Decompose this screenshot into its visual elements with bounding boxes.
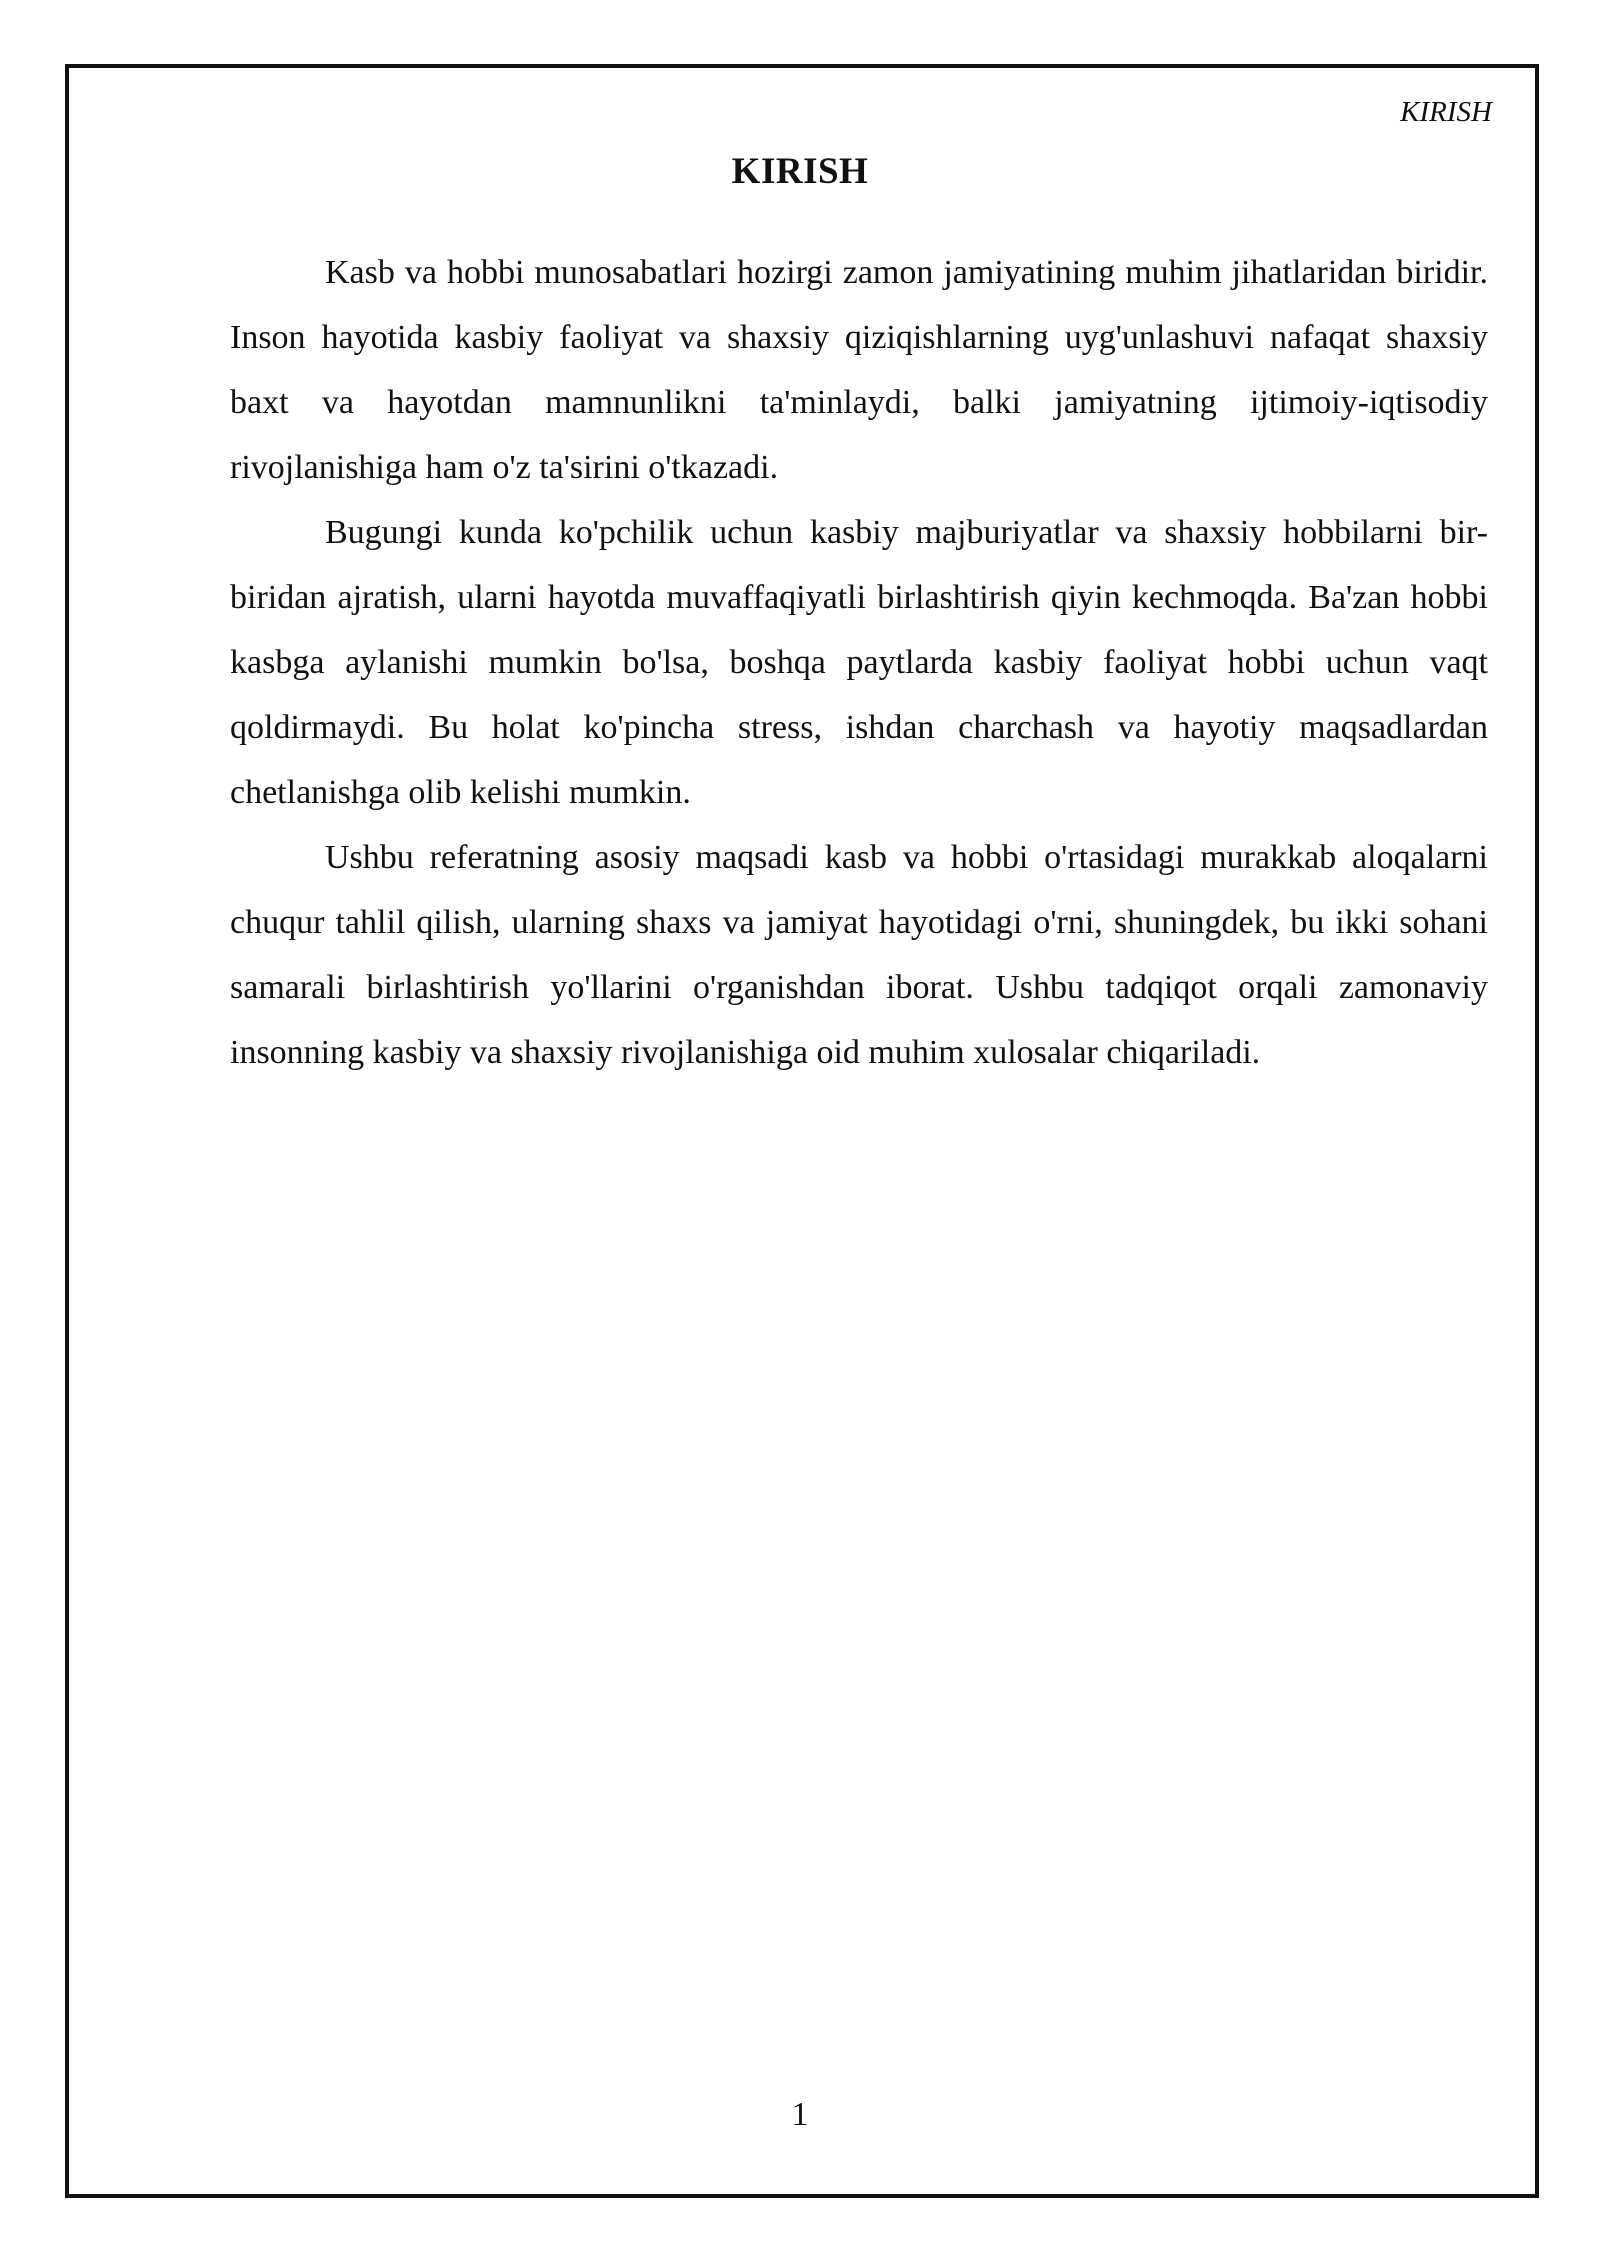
body-text: [230, 240, 1488, 1085]
running-header: KIRISH: [1400, 96, 1492, 128]
paragraph-2: Bugungi kunda ko'pchilik uchun kasbiy majburiyatlar va shaxsiy hobbilarni bir-biridan ajratish, ularni hayotda muvaffaqiyatli birlashtirish qiyin kechmoqda. Ba'zan hobbi kasbga aylanishi mumkin bo'lsa, boshqa paytlarda kasbiy faoliyat hobbi uchun vaqt qoldirmaydi. Bu holat ko'pincha stress, ishdan charchash va hayotiy maqsadlardan chetlanishga olib kelishi mumkin.: [230, 514, 1488, 811]
page-number: 1: [791, 2096, 809, 2133]
paragraph-3: Ushbu referatning asosiy maqsadi kasb va hobbi o'rtasidagi murakkab aloqalarni chuqur tahlil qilish, ularning shaxs va jamiyat hayotidagi o'rni, shuningdek, bu ikki sohani samarali birlashtirish yo'llarini o'rganishdan iborat. Ushbu tadqiqot orqali zamonaviy insonning kasbiy va shaxsiy rivojlanishiga oid muhim xulosalar chiqariladi.: [230, 839, 1488, 1071]
page-title: KIRISH: [731, 151, 869, 192]
paragraph-1: Kasb va hobbi munosabatlari hozirgi zamon jamiyatining muhim jihatlaridan biridir. Inson hayotida kasbiy faoliyat va shaxsiy qiziqishlarning uyg'unlashuvi nafaqat shaxsiy baxt va hayotdan mamnunlikni ta'minlaydi, balki jamiyatning ijtimoiy-iqtisodiy rivojlanishiga ham o'z ta'sirini o'tkazadi.: [230, 254, 1488, 486]
